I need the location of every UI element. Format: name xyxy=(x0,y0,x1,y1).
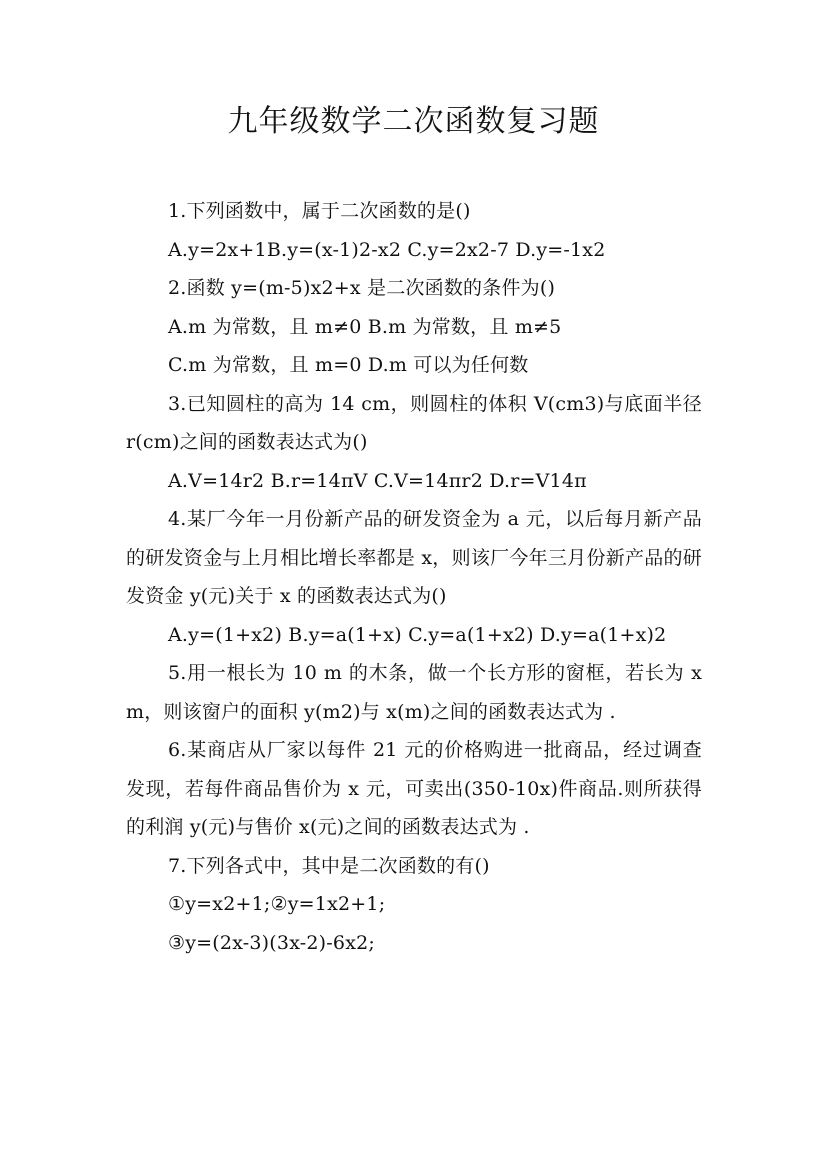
question-2-options-ab: A.m 为常数，且 m≠0 B.m 为常数，且 m≠5 xyxy=(168,315,562,338)
question-3: 3.已知圆柱的高为 14 cm，则圆柱的体积 V(cm3)与底面半径 r(cm)之间的函数表达式为() xyxy=(126,392,702,453)
question-7-item-3: ③y=(2x-3)(3x-2)-6x2; xyxy=(168,931,376,954)
question-4-options: A.y=(1+x2) B.y=a(1+x) C.y=a(1+x2) D.y=a(1+x)2 xyxy=(168,623,667,646)
question-3-options: A.V=14r2 B.r=14πV C.V=14πr2 D.r=V14π xyxy=(168,469,587,492)
question-2: 2.函数 y=(m-5)x2+x 是二次函数的条件为() xyxy=(168,277,556,299)
document-title: 九年级数学二次函数复习题 xyxy=(227,104,600,139)
question-2-options-cd: C.m 为常数，且 m=0 D.m 可以为任何数 xyxy=(168,354,529,376)
question-7-items-1-2: ①y=x2+1;②y=1x2+1; xyxy=(168,893,386,915)
question-4: 4.某厂今年一月份新产品的研发资金为 a 元，以后每月新产品的研发资金与上月相比增长率都是 x，则该厂今年三月份新产品的研发资金 y(元)关于 x 的函数表达式为() xyxy=(126,508,702,607)
question-1: 1.下列函数中，属于二次函数的是() xyxy=(168,200,471,222)
question-5: 5.用一根长为 10 m 的木条，做一个长方形的窗框，若长为 x m，则该窗户的面积 y(m2)与 x(m)之间的函数表达式为 . xyxy=(126,662,702,723)
question-1-options: A.y=2x+1B.y=(x-1)2-x2 C.y=2x2-7 D.y=-1x2 xyxy=(168,238,606,261)
question-6: 6.某商店从厂家以每件 21 元的价格购进一批商品，经过调查发现，若每件商品售价为 x 元，可卖出(350-10x)件商品.则所获得的利润 y(元)与售价 x(元)之间的函数表达式为 . xyxy=(126,739,702,838)
question-7: 7.下列各式中，其中是二次函数的有() xyxy=(168,854,490,877)
document-body xyxy=(126,192,702,962)
